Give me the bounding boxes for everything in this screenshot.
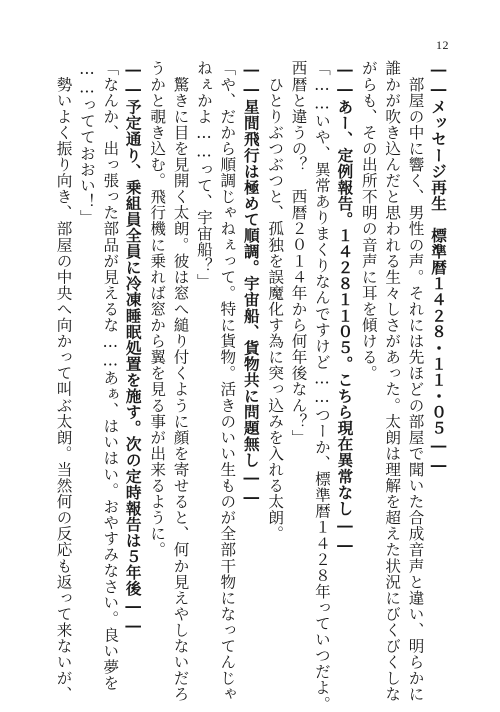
text-line: 勢いよく振り向き、部屋の中央へ向かって叫ぶ太朗。当然何の反応も返って来ないが、	[54, 60, 73, 702]
text-line-bold: ――星間飛行は極めて順調。宇宙船、貨物共に問題無し――	[241, 60, 261, 507]
text-line: 「……いや、異常ありまくりなんですけど……つーか、標準暦１４２８年っていつだよ。	[312, 60, 331, 712]
text-line: ――メッセージ再生 標準暦１４２８・１１・０５――	[429, 60, 448, 475]
text-line: ……ってておおい！」	[77, 60, 96, 226]
text-line: 西暦と違うの？ 西暦２０１４年から何年後なん？」	[289, 60, 308, 446]
text-line: 「や、だから順調じゃねぇって。特に貨物。活きのいい生ものが全部干物になってんじゃ	[218, 60, 237, 702]
text-line	[238, 60, 262, 670]
text-line: 誰かが吹き込んだと思われる生々しさがあった。太朗は理解を超えた状況にびくびくしな	[383, 60, 402, 702]
text-line: がらも、その出所不明の音声に耳を傾ける。	[359, 60, 378, 381]
text-line: 「なんか、出っ張った部品が見えるな……あぁ、はいはい。おやすみなさい。良い夢を	[101, 60, 120, 691]
page-number: 12	[436, 38, 449, 52]
text-line: ――あー、定例報告。１４２８１１０５。こちら現在異常なし――	[335, 60, 355, 556]
text-line: 部屋の中に響く、男性の声。それには先ほどの部屋で聞いた合成音声と違い、明らかに	[406, 60, 425, 702]
text-line: ――予定通り、乗組員全員に冷凍睡眠処置を施す。次の定時報告は５年後――	[123, 60, 143, 636]
text-line: ひとりぶつぶつと、孤独を誤魔化す為に突っ込みを入れる太朗。	[266, 60, 285, 542]
novel-text-column	[51, 60, 450, 712]
text-line: 驚きに目を見開く太朗。彼は窓へ縋り付くように顔を寄せると、何か見えやしないだろ	[171, 60, 190, 702]
text-line: うかと覗き込む。飛行機に乗れば窓から翼を見る事が出来るように。	[148, 60, 167, 558]
text-line: ねぇかよ……って、宇宙船？」	[194, 60, 213, 290]
